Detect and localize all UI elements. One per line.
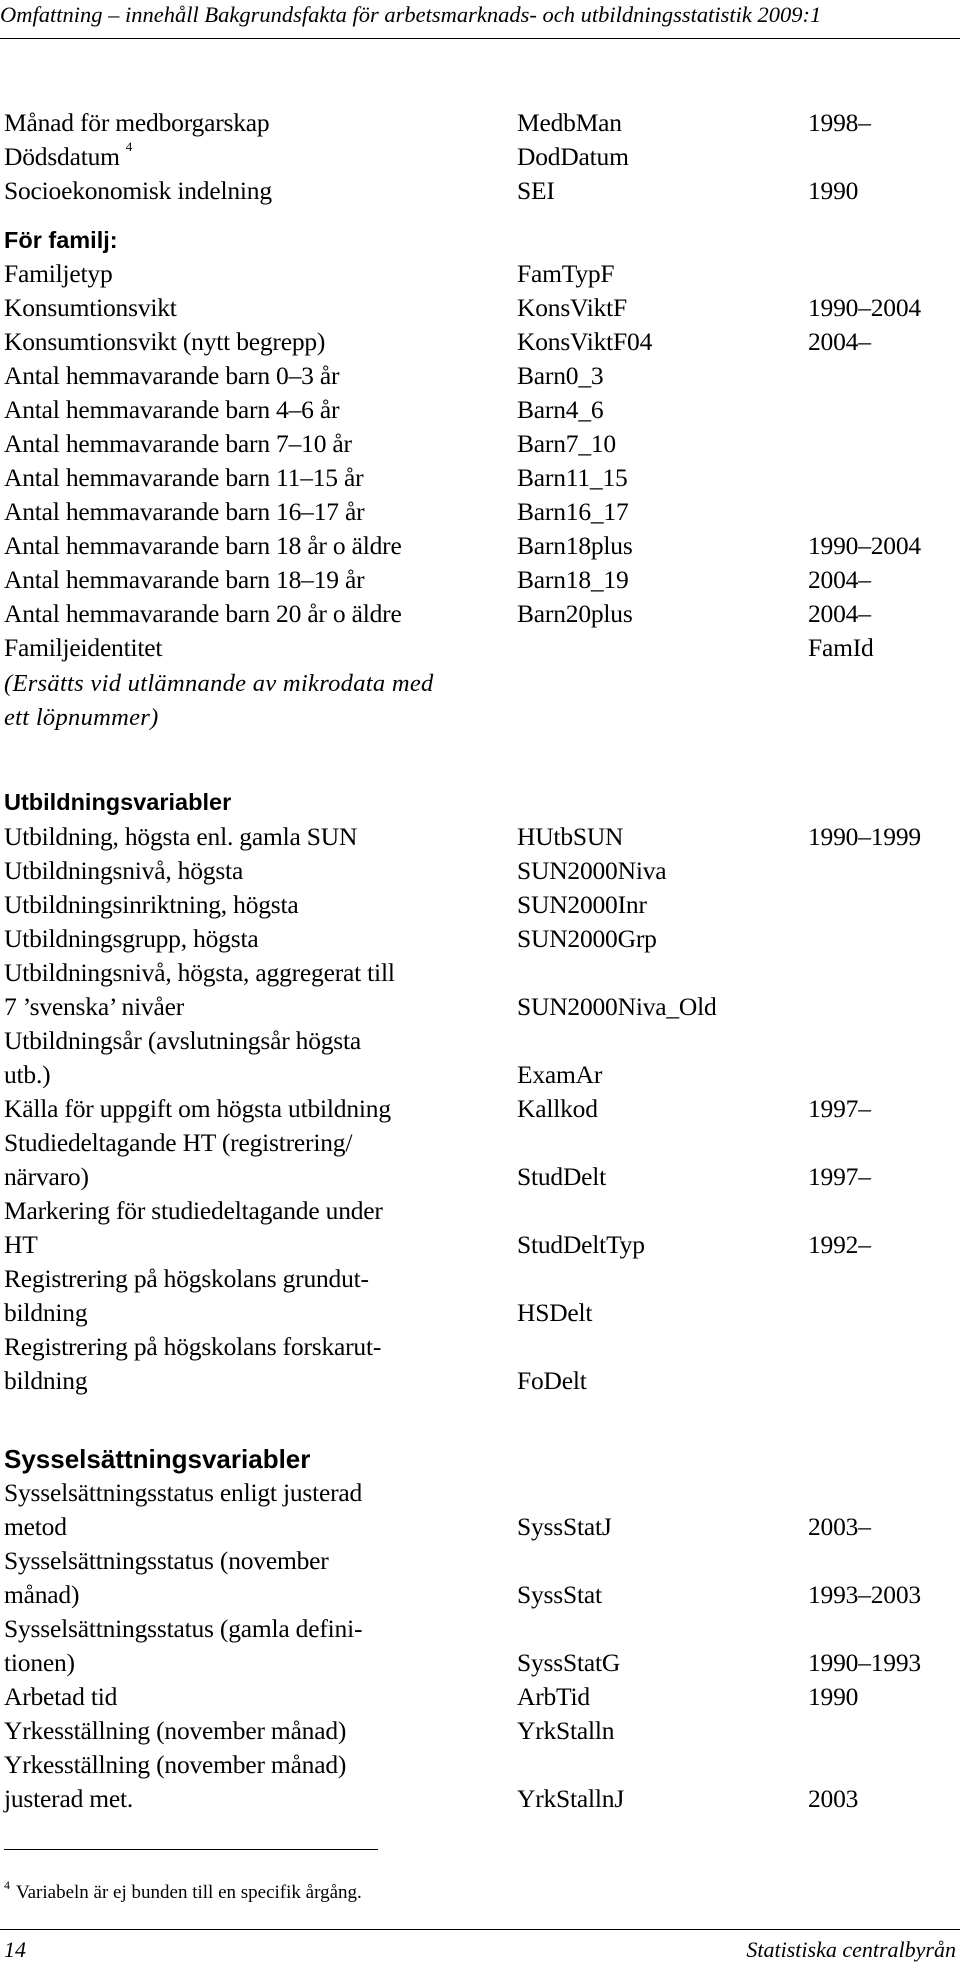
variable-years: 2003– xyxy=(808,1512,871,1541)
variable-label: metod xyxy=(4,1512,67,1541)
variable-label: Registrering på högskolans forskarut- xyxy=(4,1332,382,1361)
variable-code: SyssStatJ xyxy=(517,1512,612,1541)
variable-row xyxy=(0,1092,960,1126)
variable-row xyxy=(0,1782,960,1816)
variable-row xyxy=(0,1748,960,1782)
footnote xyxy=(4,1879,362,1907)
variable-years: 2004– xyxy=(808,327,871,356)
variable-years: 1990–2004 xyxy=(808,531,921,560)
variable-row xyxy=(0,1126,960,1160)
footnote-marker: 4 xyxy=(4,1878,10,1892)
variable-code: StudDelt xyxy=(517,1162,607,1191)
variable-label: Antal hemmavarande barn 0–3 år xyxy=(4,361,340,390)
footnote-text: Variabeln är ej bunden till en specifik årgång. xyxy=(16,1882,362,1903)
variable-label: Sysselsättningsstatus enligt justerad xyxy=(4,1478,363,1507)
variable-label: Sysselsättningsstatus (november xyxy=(4,1546,329,1575)
variable-row xyxy=(0,461,960,495)
variable-row xyxy=(0,427,960,461)
section-title-family: För familj: xyxy=(4,227,118,253)
variable-code: DodDatum xyxy=(517,142,629,171)
variable-code: SyssStat xyxy=(517,1580,602,1609)
variable-years: 2003 xyxy=(808,1784,859,1813)
variable-years: 2004– xyxy=(808,565,871,594)
variable-row xyxy=(0,631,960,665)
variable-row xyxy=(0,1646,960,1680)
variable-label: Antal hemmavarande barn 16–17 år xyxy=(4,497,365,526)
variable-label: Konsumtionsvikt (nytt begrepp) xyxy=(4,327,326,356)
variable-label: Utbildning, högsta enl. gamla SUN xyxy=(4,822,358,851)
variable-row xyxy=(0,393,960,427)
variable-code: Barn11_15 xyxy=(517,463,628,492)
page-number: 14 xyxy=(4,1937,26,1962)
variable-label: Antal hemmavarande barn 4–6 år xyxy=(4,395,340,424)
variable-code: MedbMan xyxy=(517,108,622,137)
variable-row xyxy=(0,1680,960,1714)
variable-label: Antal hemmavarande barn 18 år o äldre xyxy=(4,531,402,560)
variable-label: HT xyxy=(4,1230,38,1259)
variable-code: SEI xyxy=(517,176,555,205)
variable-label: Utbildningsår (avslutningsår högsta xyxy=(4,1026,362,1055)
variable-row xyxy=(0,106,960,140)
family-note-line: ett löpnummer) xyxy=(4,704,159,731)
variable-label: 7 ’svenska’ nivåer xyxy=(4,992,185,1021)
variable-label: Utbildningsgrupp, högsta xyxy=(4,924,259,953)
variable-row xyxy=(0,291,960,325)
variable-row xyxy=(0,854,960,888)
variable-row xyxy=(0,325,960,359)
variable-code: ArbTid xyxy=(517,1682,590,1711)
variable-row xyxy=(0,1330,960,1364)
variable-code: KonsViktF xyxy=(517,293,628,322)
variable-years: 1990–2004 xyxy=(808,293,921,322)
variable-code: SUN2000Niva_Old xyxy=(517,992,717,1021)
variable-label: Utbildningsnivå, högsta xyxy=(4,856,244,885)
variable-label: tionen) xyxy=(4,1648,75,1677)
note-row xyxy=(0,701,960,735)
variable-code: SUN2000Grp xyxy=(517,924,657,953)
variable-code: Barn18plus xyxy=(517,531,633,560)
variable-code: SUN2000Niva xyxy=(517,856,667,885)
variable-code: SUN2000Inr xyxy=(517,890,647,919)
variable-years: FamId xyxy=(808,633,874,662)
variable-row xyxy=(0,529,960,563)
variable-row xyxy=(0,1510,960,1544)
variable-label: Utbildningsnivå, högsta, aggregerat till xyxy=(4,958,395,987)
section-title-education: Utbildningsvariabler xyxy=(4,789,232,815)
variable-label-with-footnote xyxy=(4,140,132,174)
variable-code: SyssStatG xyxy=(517,1648,621,1677)
variable-row xyxy=(0,1058,960,1092)
variable-label: Månad för medborgarskap xyxy=(4,108,270,137)
variable-years: 1990–1999 xyxy=(808,822,921,851)
variable-label: Socioekonomisk indelning xyxy=(4,176,272,205)
variable-code: Kallkod xyxy=(517,1094,598,1123)
variable-code: Barn7_10 xyxy=(517,429,616,458)
variable-row xyxy=(0,495,960,529)
variable-label: bildning xyxy=(4,1366,88,1395)
variable-row xyxy=(0,922,960,956)
variable-label: Studiedeltagande HT (registrering/ xyxy=(4,1128,353,1157)
variable-label: Yrkesställning (november månad) xyxy=(4,1716,347,1745)
variable-years: 1990 xyxy=(808,1682,859,1711)
variable-label: Dödsdatum xyxy=(4,142,120,171)
variable-label: Antal hemmavarande barn 7–10 år xyxy=(4,429,352,458)
variable-years: 1990 xyxy=(808,176,859,205)
variable-row xyxy=(0,140,960,174)
variable-years: 1992– xyxy=(808,1230,871,1259)
footnote-reference: 4 xyxy=(125,139,133,154)
family-note-line: (Ersätts vid utlämnande av mikrodata med xyxy=(4,670,434,697)
variable-label: månad) xyxy=(4,1580,80,1609)
variable-row xyxy=(0,1024,960,1058)
variable-code: Barn4_6 xyxy=(517,395,604,424)
footer-divider xyxy=(0,1929,960,1930)
variable-years: 1993–2003 xyxy=(808,1580,921,1609)
variable-label: Familjetyp xyxy=(4,259,113,288)
variable-code: StudDeltTyp xyxy=(517,1230,645,1259)
variable-label: Antal hemmavarande barn 20 år o äldre xyxy=(4,599,402,628)
variable-label: justerad met. xyxy=(4,1784,134,1813)
variable-row xyxy=(0,1364,960,1398)
variable-label: utb.) xyxy=(4,1060,51,1089)
variable-row xyxy=(0,1544,960,1578)
variable-label: Källa för uppgift om högsta utbildning xyxy=(4,1094,391,1123)
note-row xyxy=(0,667,960,701)
variable-label: bildning xyxy=(4,1298,88,1327)
running-header xyxy=(0,0,960,32)
variable-row xyxy=(0,1160,960,1194)
variable-label: Konsumtionsvikt xyxy=(4,293,177,322)
variable-label: Utbildningsinriktning, högsta xyxy=(4,890,299,919)
variable-row xyxy=(0,359,960,393)
header-divider xyxy=(0,38,960,39)
variable-label: Antal hemmavarande barn 18–19 år xyxy=(4,565,365,594)
variable-code: ExamAr xyxy=(517,1060,603,1089)
variable-label: Sysselsättningsstatus (gamla defini- xyxy=(4,1614,363,1643)
publisher-name: Statistiska centralbyrån xyxy=(746,1937,956,1962)
variable-row xyxy=(0,1228,960,1262)
variable-years: 1998– xyxy=(808,108,871,137)
variable-row xyxy=(0,257,960,291)
variable-row xyxy=(0,990,960,1024)
variable-row xyxy=(0,1578,960,1612)
variable-code: FoDelt xyxy=(517,1366,587,1395)
variable-code: Barn18_19 xyxy=(517,565,629,594)
variable-row xyxy=(0,597,960,631)
footnote-divider xyxy=(4,1849,378,1850)
variable-label: Markering för studiedeltagande under xyxy=(4,1196,383,1225)
variable-years: 2004– xyxy=(808,599,871,628)
variable-code: HUtbSUN xyxy=(517,822,624,851)
variable-row xyxy=(0,888,960,922)
variable-label: Registrering på högskolans grundut- xyxy=(4,1264,369,1293)
variable-row xyxy=(0,1714,960,1748)
variable-code: Barn0_3 xyxy=(517,361,604,390)
variable-row xyxy=(0,174,960,208)
variable-code: KonsViktF04 xyxy=(517,327,653,356)
variable-label: Familjeidentitet xyxy=(4,633,163,662)
variable-row xyxy=(0,820,960,854)
variable-code: FamTypF xyxy=(517,259,615,288)
variable-row xyxy=(0,1612,960,1646)
variable-row xyxy=(0,1194,960,1228)
variable-label: närvaro) xyxy=(4,1162,89,1191)
variable-row xyxy=(0,1262,960,1296)
variable-label: Arbetad tid xyxy=(4,1682,118,1711)
variable-row xyxy=(0,563,960,597)
variable-code: Barn20plus xyxy=(517,599,633,628)
variable-row xyxy=(0,956,960,990)
variable-code: YrkStalln xyxy=(517,1716,615,1745)
section-title-employment: Sysselsättningsvariabler xyxy=(4,1444,311,1474)
variable-code: HSDelt xyxy=(517,1298,593,1327)
variable-code: YrkStallnJ xyxy=(517,1784,625,1813)
variable-years: 1990–1993 xyxy=(808,1648,921,1677)
variable-years: 1997– xyxy=(808,1094,871,1123)
variable-label: Antal hemmavarande barn 11–15 år xyxy=(4,463,364,492)
variable-label: Yrkesställning (november månad) xyxy=(4,1750,347,1779)
variable-row xyxy=(0,1476,960,1510)
variable-code: Barn16_17 xyxy=(517,497,629,526)
variable-years: 1997– xyxy=(808,1162,871,1191)
running-header-text: Omfattning – innehåll Bakgrundsfakta för arbetsmarknads- och utbildningsstatistik 2009:1 xyxy=(0,2,822,27)
variable-row xyxy=(0,1296,960,1330)
